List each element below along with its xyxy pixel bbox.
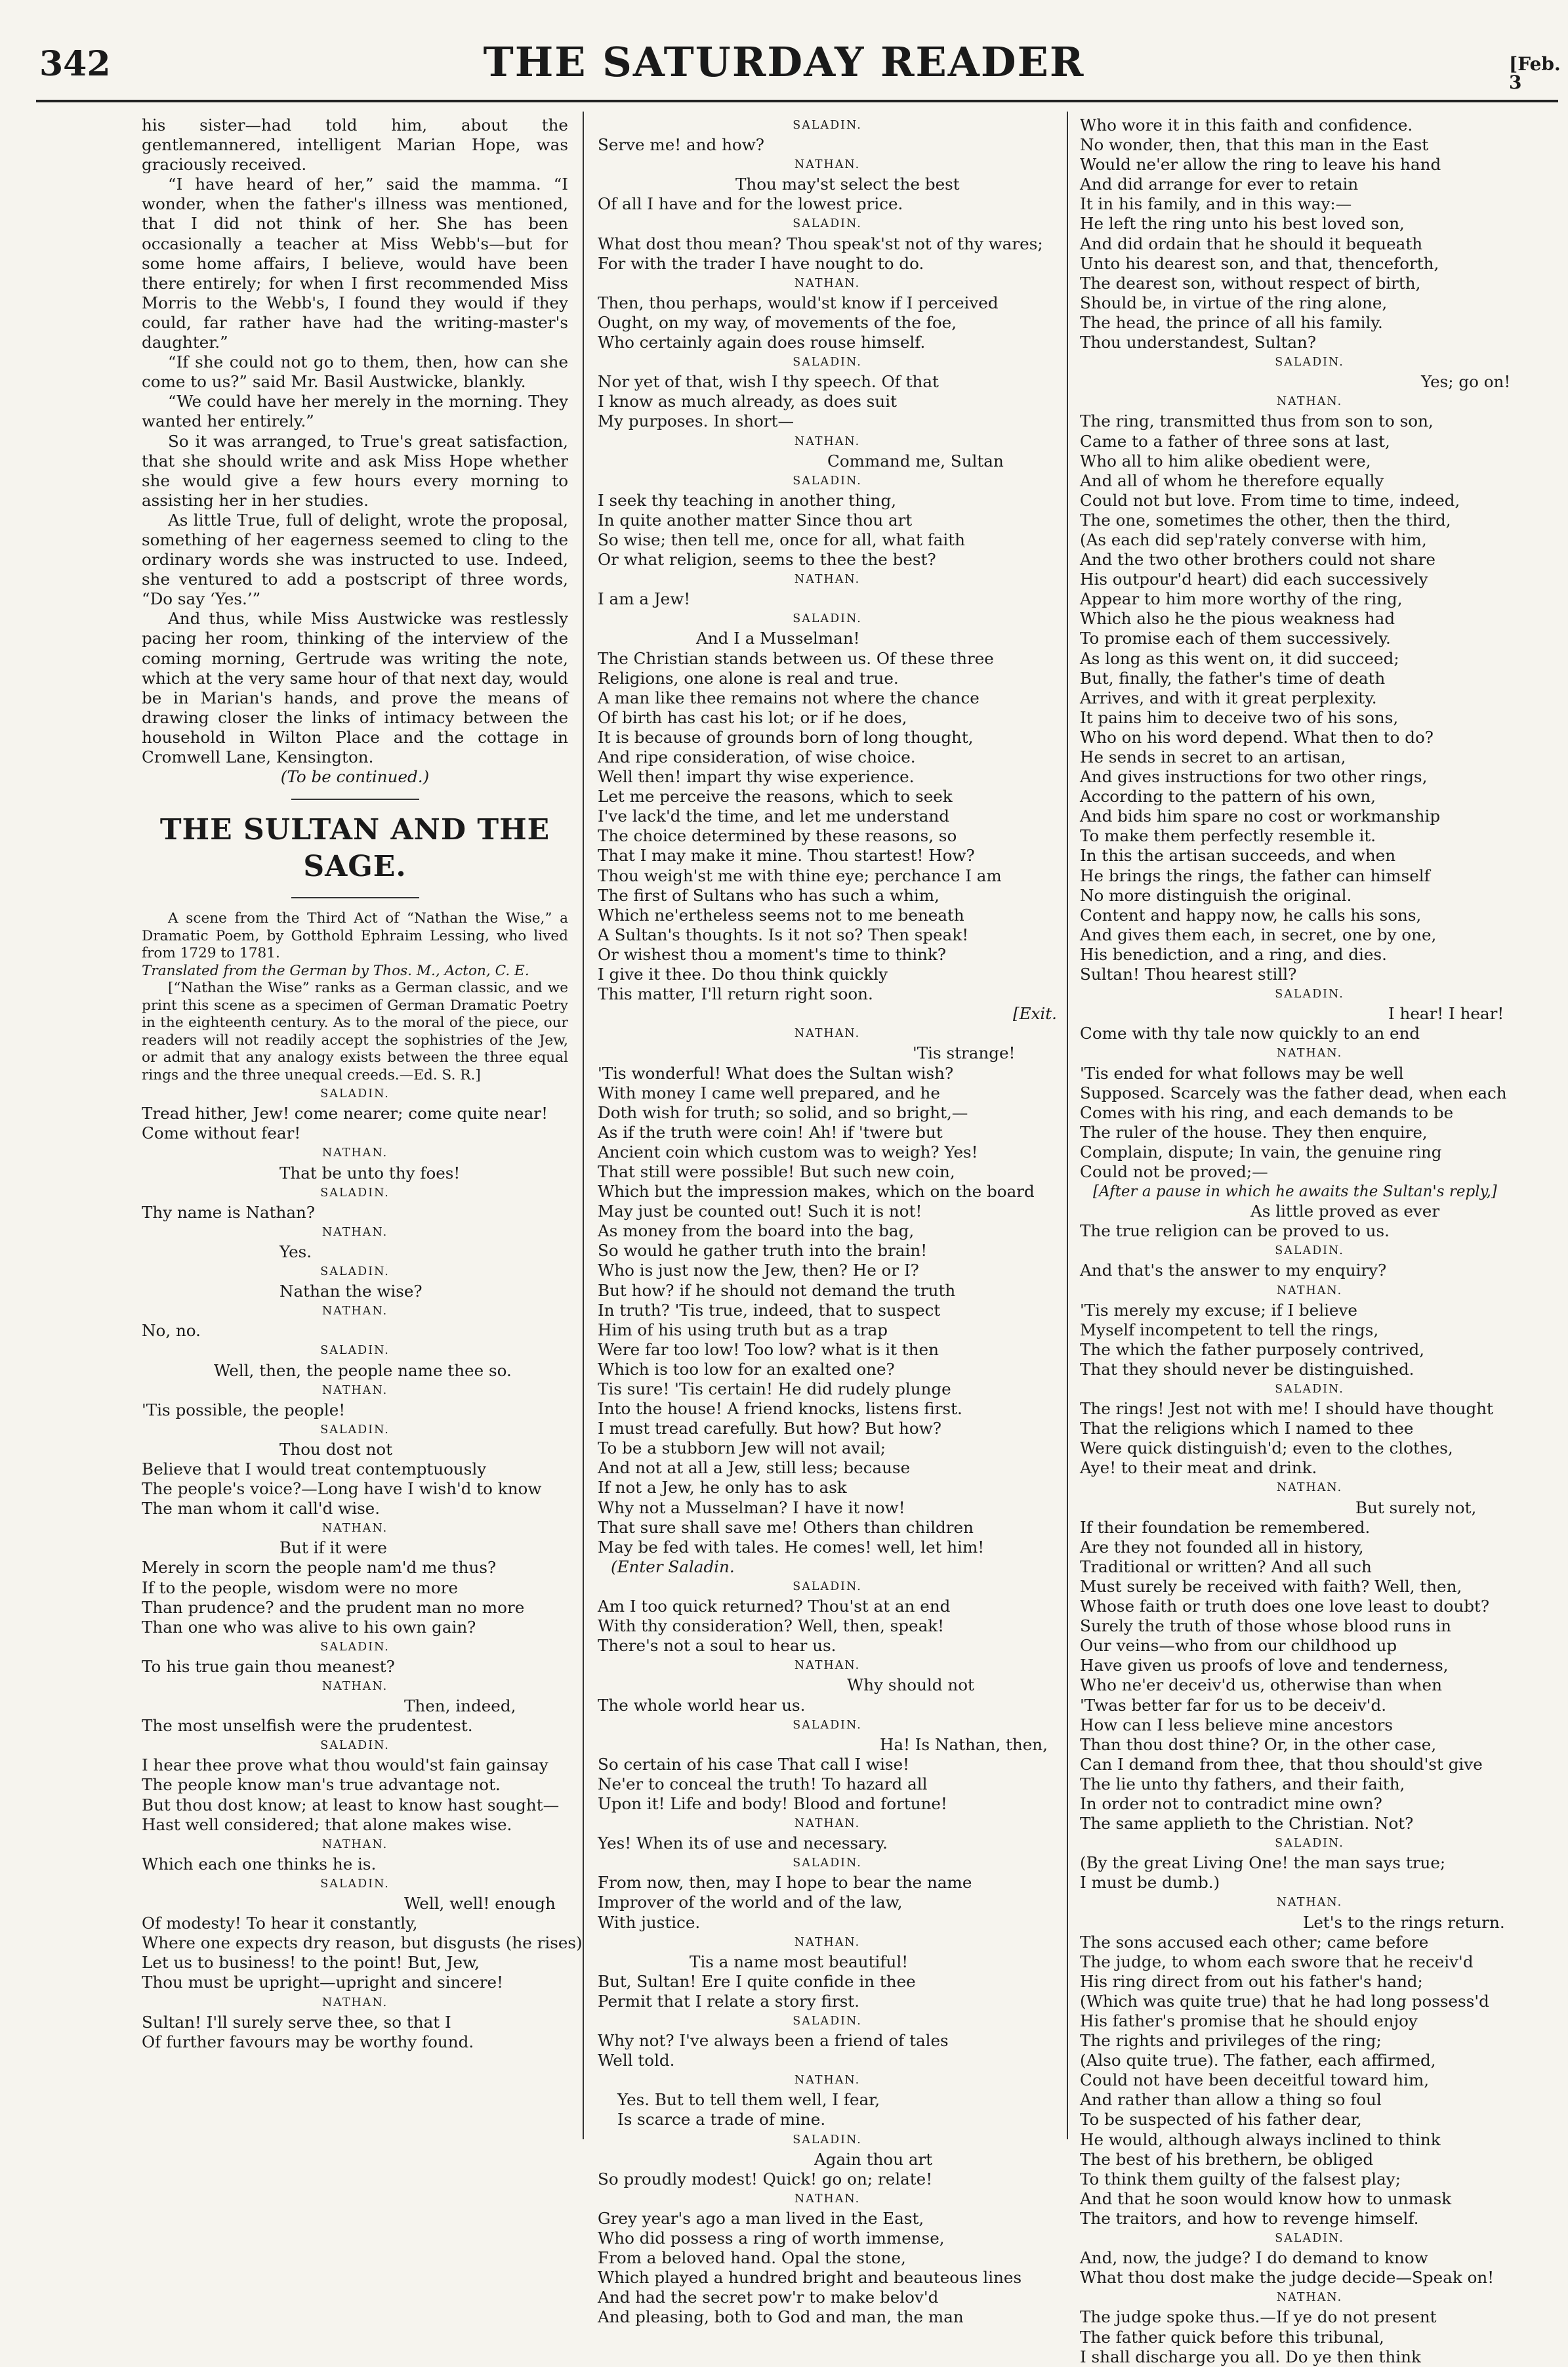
column-1	[142, 115, 583, 2137]
verse: No, no.	[142, 1321, 201, 1341]
speaker-saladin: SALADIN.	[793, 2133, 862, 2147]
verse: Thy name is Nathan?	[142, 1202, 316, 1222]
speaker-saladin: SALADIN.	[320, 1265, 390, 1279]
speaker-saladin: SALADIN.	[793, 1580, 862, 1593]
story-paragraph: his sister—had told him, about the gentlemannered, intelligent Marian Hope, was graciously received.	[142, 115, 568, 175]
stage-direction-enter: (Enter Saladin.	[611, 1557, 735, 1576]
speaker-nathan: NATHAN.	[321, 1522, 388, 1536]
verse: From now, then, may I hope to bear the name Improver of the world and of the law, With justice.	[598, 1873, 972, 1932]
speaker-nathan: NATHAN.	[321, 1680, 388, 1693]
speaker-nathan: NATHAN.	[321, 1225, 388, 1239]
speaker-saladin: SALADIN.	[1275, 356, 1344, 369]
column-divider	[583, 112, 584, 2139]
speaker-saladin: SALADIN.	[793, 612, 862, 626]
speaker-nathan: NATHAN.	[794, 1817, 861, 1831]
verse: Yes; go on!	[1421, 372, 1511, 392]
speaker-nathan: NATHAN.	[794, 2192, 861, 2206]
verse: And that's the answer to my enquiry?	[1080, 1261, 1387, 1280]
verse: Am I too quick returned? Thou'st at an end With thy consideration? Well, then, speak! There's not a soul to hear us.	[598, 1597, 951, 1656]
verse: As little proved as ever	[1250, 1202, 1440, 1221]
verse: Nathan the wise?	[279, 1282, 423, 1301]
verse: I hear thee prove what thou would'st fain gainsay The people know man's true advantage not. But thou dost know; at least to know hast sought— Hast well considered; that alone makes wise.	[142, 1755, 560, 1834]
verse: And, now, the judge? I do demand to know What thou dost make the judge decide—Speak on!	[1080, 2248, 1495, 2288]
speaker-saladin: SALADIN.	[320, 1087, 390, 1101]
speaker-nathan: NATHAN.	[794, 2074, 861, 2087]
speaker-nathan: NATHAN.	[321, 1305, 388, 1318]
speaker-nathan: NATHAN.	[321, 1837, 388, 1851]
verse: Who wore it in this faith and confidence. No wonder, then, that this man in the East Would ne'er allow the ring to leave his hand And did arrange for ever to retain It in his family, and in this way:— He left the ring unto his best loved son, And did ordain that he should it bequeath Unto his dearest son, and that, thenceforth, The dearest son, without respect of birth, Should be, in virtue of the ring alone, The head, the prince of all his family. Thou understandest, Sultan?	[1080, 115, 1441, 352]
verse: The whole world hear us.	[598, 1695, 806, 1715]
speaker-saladin: SALADIN.	[320, 1186, 390, 1200]
verse: And I a Musselman!	[696, 629, 860, 648]
verse: Then, indeed,	[404, 1696, 516, 1716]
speaker-saladin: SALADIN.	[793, 1718, 862, 1732]
speaker-nathan: NATHAN.	[321, 1996, 388, 2009]
speaker-saladin: SALADIN.	[320, 1344, 390, 1358]
speaker-saladin: SALADIN.	[793, 217, 862, 231]
verse: 'Tis possible, the people!	[142, 1400, 346, 1419]
verse: Come with thy tale now quickly to an end	[1080, 1024, 1420, 1043]
verse: The Christian stands between us. Of these three Religions, one alone is real and true. A man like thee remains not where the chance Of birth has cast his lot; or if he does, It is because of grounds born of long thought, And ripe consideration, of wise choice. Well then! impart thy wise experience. Let me perceive the reasons, which to seek I've lack'd the time, and let me understand The choice determined by these reasons, so That I may make it mine. Thou startest! How? Thou weigh'st me with thine eye; perchance I am The first of Sultans who has such a whim, Which ne'ertheless seems not to me beneath A Sultan's thoughts. Is it not so? Then speak! Or wishest thou a moment's time to think? I give it thee. Do thou think quickly This matter, I'll return right soon.	[598, 648, 1002, 1004]
speaker-saladin: SALADIN.	[793, 2015, 862, 2028]
verse: Sultan! I'll surely serve thee, so that I Of further favours may be worthy found.	[142, 2012, 474, 2051]
section-divider	[291, 799, 419, 800]
title-divider	[291, 897, 419, 898]
column-divider	[1067, 112, 1068, 2139]
translator-credit: Translated from the German by Thos. M., Acton, C. E.	[142, 962, 529, 979]
verse: Merely in scorn the people nam'd me thus? If to the people, wisdom were no more Than prudence? and the prudent man no more Than one who was alive to his own gain?	[142, 1558, 525, 1637]
verse: I seek thy teaching in another thing, In quite another matter Since thou art So wise; then tell me, once for all, what faith Or what religion, seems to thee the best?	[598, 490, 966, 570]
to-be-continued: (To be continued.)	[280, 767, 430, 787]
speaker-nathan: NATHAN.	[794, 1027, 861, 1041]
article-intro: A scene from the Third Act of “Nathan the Wise,” a Dramatic Poem, by Gotthold Ephraim Lessing, who lived from 1729 to 1781.	[142, 910, 568, 962]
verse: I hear! I hear!	[1388, 1004, 1504, 1024]
verse: Thou may'st select the best	[735, 175, 960, 194]
speaker-saladin: SALADIN.	[1275, 2232, 1344, 2246]
editor-note: [“Nathan the Wise” ranks as a German classic, and we print this scene as a specimen of German Dramatic Poetry in the eighteenth century. As to the moral of the piece, our readers will not readily accept the sophistries of the Jew, or admit that any analogy exists between the three equal rings and the three unequal creeds.—Ed. S. R.]	[142, 980, 568, 1083]
verse: Command me, Sultan	[827, 451, 1004, 471]
verse: What dost thou mean? Thou speak'st not of thy wares; For with the trader I have nought to do.	[598, 234, 1043, 273]
verse: Yes.	[279, 1242, 312, 1261]
speaker-saladin: SALADIN.	[793, 356, 862, 369]
article-title: THE SULTAN AND THE SAGE.	[159, 813, 550, 884]
verse: 'Tis merely my excuse; if I believe Myself incompetent to tell the rings, The which the father purposely contrived, That they should never be distinguished.	[1080, 1300, 1425, 1379]
speaker-nathan: NATHAN.	[794, 1935, 861, 1949]
column-2	[598, 115, 1057, 2327]
verse: So certain of his case That call I wise! Ne'er to conceal the truth! To hazard all Upon it! Life and body! Blood and fortune!	[598, 1754, 947, 1813]
speaker-nathan: NATHAN.	[321, 1383, 388, 1397]
verse: But, Sultan! Ere I quite confide in thee Permit that I relate a story first.	[598, 1971, 916, 2011]
verse: Yes. But to tell them well, I fear, Is scarce a trade of mine.	[617, 2090, 880, 2129]
page-header	[0, 0, 1568, 93]
verse: Why not? I've always been a friend of tales Well told.	[598, 2031, 949, 2070]
header-rule	[36, 100, 1558, 102]
story-paragraph: So it was arranged, to True's great satisfaction, that she should write and ask Miss Hope whether she would give a few hours every morning to assisting her in her studies.	[142, 431, 568, 510]
speaker-nathan: NATHAN.	[1276, 2291, 1343, 2305]
verse: Ha! Is Nathan, then,	[880, 1734, 1048, 1754]
speaker-saladin: SALADIN.	[793, 1856, 862, 1870]
verse: (By the great Living One! the man says true; I must be dumb.)	[1080, 1853, 1446, 1893]
verse: Serve me! and how?	[598, 135, 764, 155]
speaker-nathan: NATHAN.	[794, 276, 861, 290]
speaker-saladin: SALADIN.	[320, 1423, 390, 1436]
speaker-saladin: SALADIN.	[1275, 988, 1344, 1001]
verse: The most unselfish were the prudentest.	[142, 1716, 473, 1736]
speaker-saladin: SALADIN.	[320, 1877, 390, 1891]
verse: Well, then, the people name thee so.	[214, 1360, 512, 1380]
speaker-saladin: SALADIN.	[1275, 1244, 1344, 1258]
speaker-saladin: SALADIN.	[793, 474, 862, 488]
speaker-nathan: NATHAN.	[1276, 1896, 1343, 1910]
verse: Then, thou perhaps, would'st know if I perceived Ought, on my way, of movements of the foe, Who certainly again does rouse himself.	[598, 293, 999, 352]
speaker-saladin: SALADIN.	[320, 1739, 390, 1753]
verse: Why should not	[847, 1675, 974, 1695]
verse: Thou dost not	[279, 1439, 393, 1459]
verse: Believe that I would treat contemptuously The people's voice?—Long have I wish'd to know The man whom it call'd wise.	[142, 1459, 542, 1519]
story-paragraph: As little True, full of delight, wrote the proposal, something of her eagerness seemed to cling to the ordinary words she was instructed to use. Indeed, she ventured to add a postscript of three words, “Do say ‘Yes.’”	[142, 510, 568, 609]
stage-direction-pause: [After a pause in which he awaits the Sultan's reply,]	[1093, 1183, 1497, 1201]
verse: But if it were	[279, 1538, 387, 1558]
verse: Grey year's ago a man lived in the East, Who did possess a ring of worth immense, From a beloved hand. Opal the stone, Which played a hundred bright and beauteous lines And had the secret pow'r to make belov'd And pleasing, both to God and man, the man	[598, 2208, 1022, 2327]
speaker-saladin: SALADIN.	[1275, 1383, 1344, 1396]
story-paragraph: And thus, while Miss Austwicke was restlessly pacing her room, thinking of the interview of the coming morning, Gertrude was writing the note, which at the very same hour of that next day, would be in Marian's hands, and prove the means of drawing closer the links of intimacy between the household in Wilton Place and the cottage in Cromwell Lane, Kensington.	[142, 609, 568, 766]
column-3	[1080, 115, 1539, 2366]
verse: 'Tis ended for what follows may be well Supposed. Scarcely was the father dead, when each Comes with his ring, and each demands to be The ruler of the house. They then enquire, Complain, dispute; In vain, the genuine ring Could not be proved;—	[1080, 1063, 1507, 1181]
verse: If their foundation be remembered. Are they not founded all in history, Traditional or written? And all such Must surely be received with faith? Well, then, Whose faith or truth does one love least to doubt? Surely the truth of those whose blood runs in Our veins—who from our childhood up Have given us proofs of love and tenderness, Who ne'er deceiv'd us, otherwise than when 'Twas better far for us to be deceiv'd. How can I less believe mine ancestors Than thou dost thine? Or, in the other case, Can I demand from thee, that thou should'st give The lie unto thy fathers, and their faith, In order not to contradict mine own? The same applieth to the Christian. Not?	[1080, 1517, 1490, 1833]
verse: Again thou art	[814, 2149, 933, 2169]
speaker-saladin: SALADIN.	[793, 119, 862, 132]
verse: The true religion can be proved to us.	[1080, 1221, 1390, 1241]
verse: Of all I have and for the lowest price.	[598, 194, 903, 214]
issue-date: [Feb. 3	[1509, 53, 1561, 93]
verse: Which each one thinks he is.	[142, 1854, 377, 1874]
story-paragraph: “If she could not go to them, then, how can she come to us?” said Mr. Basil Austwicke, blankly.	[142, 352, 568, 392]
verse: That be unto thy foes!	[279, 1163, 461, 1183]
verse: I am a Jew!	[598, 589, 691, 609]
speaker-nathan: NATHAN.	[1276, 1047, 1343, 1060]
speaker-nathan: NATHAN.	[794, 573, 861, 587]
speaker-nathan: NATHAN.	[1276, 1481, 1343, 1495]
verse: Well, well! enough	[404, 1894, 556, 1914]
speaker-nathan: NATHAN.	[794, 158, 861, 172]
verse: Tread hither, Jew! come nearer; come quite near! Come without fear!	[142, 1104, 548, 1143]
verse: 'Tis strange!	[913, 1043, 1016, 1063]
verse: 'Tis wonderful! What does the Sultan wish? With money I came well prepared, and he Doth wish for truth; so solid, and so bright,— As if the truth were coin! Ah! if 'twere but Ancient coin which custom was to weigh? Yes! That still were possible! But such new coin, Which but the impression makes, which on the board May just be counted out! Such it is not! As money from the board into the bag, So would he gather truth into the brain! Who is just now the Jew, then? He or I? But how? if he should not demand the truth In truth? 'Tis true, indeed, that to suspect Him of his using truth but as a trap Were far too low! Too low? what is it then Which is too low for an exalted one? Tis sure! 'Tis certain! He did rudely plunge Into the house! A friend knocks, listens first. I must tread carefully. But how? But how? To be a stubborn Jew will not avail; And not at all a Jew, still less; because If not a Jew, he only has to ask Why not a Musselman? I have it now! That sure shall save me! Others than children May be fed with tales. He comes! well, let him!	[598, 1063, 1035, 1557]
verse: But surely not,	[1355, 1498, 1477, 1517]
speaker-nathan: NATHAN.	[794, 434, 861, 448]
speaker-nathan: NATHAN.	[794, 1659, 861, 1673]
speaker-nathan: NATHAN.	[321, 1146, 388, 1160]
speaker-saladin: SALADIN.	[1275, 1837, 1344, 1851]
verse: So proudly modest! Quick! go on; relate!	[598, 2169, 933, 2189]
verse: Of modesty! To hear it constantly, Where one expects dry reason, but disgusts (he rises) Let us to business! to the point! But, Jew, Thou must be upright—upright and sincere!	[142, 1914, 583, 1992]
verse: The judge spoke thus.—If ye do not present The father quick before this tribunal, I shall discharge you all. Do ye then think	[1080, 2307, 1437, 2366]
story-paragraph: “I have heard of her,” said the mamma. “I wonder, when the father's illness was mentioned, that I did not think of her. She has been occasionally a teacher at Miss Webb's—but for some home affairs, I believe, would have been there entirely; for when I first recommended Miss Morris to the Webb's, I found they would if they could, far rather have had the writing-master's daughter.”	[142, 175, 568, 352]
verse: The ring, transmitted thus from son to son, Came to a father of three sons at last, Who all to him alike obedient were, And all of whom he therefore equally Could not but love. From time to time, indeed, The one, sometimes the other, then the third, (As each did sep'rately converse with him, And the two other brothers could not share His outpour'd heart) did each successively Appear to him more worthy of the ring, Which also he the pious weakness had To promise each of them successively. As long as this went on, it did succeed; But, finally, the father's time of death Arrives, and with it great perplexity. It pains him to deceive two of his sons, Who on his word depend. What then to do? He sends in secret to an artisan, And gives instructions for two other rings, According to the pattern of his own, And bids him spare no cost or workmanship To make them perfectly resemble it. In this the artisan succeeds, and when He brings the rings, the father can himself No more distinguish the original. Content and happy now, he calls his sons, And gives them each, in secret, one by one, His benediction, and a ring, and dies. Sultan! Thou hearest still?	[1080, 411, 1460, 984]
verse: Tis a name most beautiful!	[690, 1952, 909, 1971]
verse: The rings! Jest not with me! I should have thought That the religions which I named to thee Were quick distinguish'd; even to the clothes, Aye! to their meat and drink.	[1080, 1399, 1493, 1478]
stage-direction-exit: [Exit.	[1013, 1004, 1057, 1024]
speaker-saladin: SALADIN.	[320, 1640, 390, 1654]
verse: The sons accused each other; came before The judge, to whom each swore that he receiv'd His ring direct from out his father's hand; (Which was quite true) that he had long possess'd His father's promise that he should enjoy The rights and privileges of the ring; (Also quite true). The father, each affirmed, Could not have been deceitful toward him, And rather than allow a thing so foul To be suspected of his father dear, He would, although always inclined to think The best of his brethern, be obliged To think them guilty of the falsest play; And that he soon would know how to unmask The traitors, and how to revenge himself.	[1080, 1932, 1489, 2228]
page-number: 342	[39, 44, 111, 84]
speaker-nathan: NATHAN.	[1276, 1284, 1343, 1297]
verse: Yes! When its of use and necessary.	[598, 1833, 888, 1853]
verse: Nor yet of that, wish I thy speech. Of that I know as much already, as does suit My purposes. In short—	[598, 372, 939, 431]
verse: To his true gain thou meanest?	[142, 1656, 395, 1676]
speaker-nathan: NATHAN.	[1276, 395, 1343, 409]
masthead-title: THE SATURDAY READER	[483, 38, 1085, 86]
verse: Let's to the rings return.	[1303, 1912, 1505, 1932]
story-paragraph: “We could have her merely in the morning. They wanted her entirely.”	[142, 392, 568, 431]
